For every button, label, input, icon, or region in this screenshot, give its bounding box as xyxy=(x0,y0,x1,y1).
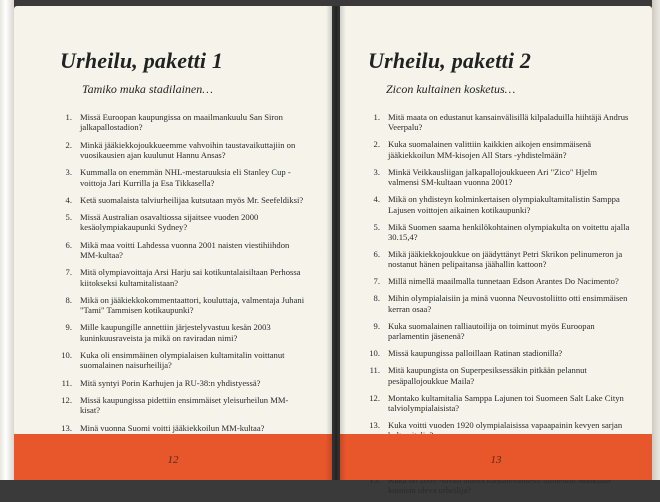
question-text: Missä kaupungissa pidettiin ensimmäiset yleisurheilun MM-kisat? xyxy=(80,394,289,416)
question-item xyxy=(50,140,306,161)
question-text: Minkä Veikkausliigan jalkapallojoukkueen Ari "Zico" Hjelm valmensi SM-kultaan vuonna 2001? xyxy=(388,166,598,188)
question-number: 4. xyxy=(373,194,380,205)
question-number: 4. xyxy=(65,194,72,205)
question-text: Montako kultamitalia Samppa Lajunen toi Suomeen Salt Lake Cityn talviolympialaisista? xyxy=(388,392,624,414)
book-edge-left xyxy=(0,0,14,480)
book-edge-right xyxy=(652,0,660,480)
question-text: Mitä maata on edustanut kansainvälisillä kilpaladuilla hiihtäjä Andrus Veerpalu? xyxy=(388,112,629,133)
question-item xyxy=(50,267,306,288)
question-item xyxy=(50,195,306,205)
question-item xyxy=(358,276,630,286)
right-page-number: 13 xyxy=(490,454,502,466)
question-item xyxy=(358,222,630,243)
question-text: Mikä Suomen saama henkilökohtainen olympiakulta on voitettu ajalla 30.15,4? xyxy=(388,221,630,243)
question-number: 10. xyxy=(61,350,72,361)
question-item xyxy=(358,139,630,160)
question-number: 11. xyxy=(369,365,380,376)
question-text: Minä vuonna Suomi voitti jääkiekkoilun MM-kultaa? xyxy=(80,422,265,433)
question-text: Mihin olympialaisiin ja minä vuonna Neuvostoliitto otti ensimmäisen kerran osaa? xyxy=(388,293,628,314)
question-text: Kummalla on enemmän NHL-mestaruuksia eli Stanley Cup -voittoja Jari Kurrilla ja Esa Tikkasella? xyxy=(80,167,291,188)
question-text: Kuka oli ensimmäinen olympialaisen kultamitalin voittanut suomalainen naisurheilija? xyxy=(80,350,285,371)
question-item xyxy=(358,365,630,386)
question-text: Missä Euroopan kaupungissa on maailmankuulu San Siron jalkapallostadion? xyxy=(80,112,283,133)
question-number: 5. xyxy=(65,212,72,223)
question-number: 1. xyxy=(373,112,380,122)
question-item xyxy=(358,348,630,358)
question-item xyxy=(50,240,306,261)
question-text: Kuka suomalainen ralliautoilija on toiminut myös Euroopan parlamentin jäsenenä? xyxy=(388,320,595,342)
question-item xyxy=(50,295,306,316)
question-item xyxy=(50,167,306,188)
question-item xyxy=(50,423,306,433)
right-page-subtitle: Zicon kultainen kosketus… xyxy=(386,82,516,96)
question-text: Missä Australian osavaltiossa sijaitsee vuoden 2000 kesäolympiakaupunki Sydney? xyxy=(80,212,259,233)
question-number: 1. xyxy=(65,112,72,122)
question-number: 8. xyxy=(65,294,72,305)
question-number: 11. xyxy=(61,377,72,388)
question-item xyxy=(358,194,630,215)
question-item xyxy=(50,322,306,343)
question-text: kotoisin oleva urheilija? xyxy=(388,485,472,496)
question-number: 6. xyxy=(373,249,380,260)
question-text: Mikä maa voitti Lahdessa vuonna 2001 naisten viestihiihdon MM-kultaa? xyxy=(80,239,290,261)
left-page-number: 12 xyxy=(167,454,179,466)
question-text: Kuka suomalainen valittiin kaikkien aikojen ensimmäisenä jääkiekkoilun MM-kisojen All Stars -yhdistelmään? xyxy=(388,139,592,160)
question-number: 5. xyxy=(373,221,380,232)
question-text: Mille kaupungille annettiin järjestelyvastuu kesän 2003 kuninkuusraveista ja mikä on raviradan nimi? xyxy=(80,322,271,343)
question-text: Mikä on yhdisteyn kolminkertaisen olympiakultamitalistin Samppa Lajusen voittojen aikainen kotikaupunki? xyxy=(388,194,620,215)
right-page-title: Urheilu, paketti 2 xyxy=(368,48,532,73)
question-item xyxy=(358,112,630,133)
left-question-list xyxy=(50,112,306,485)
left-page-subtitle: Tamiko muka stadilainen… xyxy=(82,82,213,96)
question-item xyxy=(50,212,306,233)
left-page-footer xyxy=(14,434,332,480)
question-text: Mikä on jääkiekkokommentaattori, kouluttaja, valmentaja Juhani "Tami" Tammisen kotikaupunki? xyxy=(80,294,305,316)
question-number: 7. xyxy=(373,276,380,287)
question-number: 6. xyxy=(65,239,72,250)
question-item xyxy=(50,112,306,133)
question-text: Minkä jääkiekkojoukkueemme vahvoihin taustavaikuttajiin on vuosikausien ajan kuulunut Hannu Ansas? xyxy=(80,139,296,161)
question-item xyxy=(50,350,306,371)
question-number: 13. xyxy=(61,422,72,433)
question-number: 8. xyxy=(373,293,380,304)
question-number: 12. xyxy=(61,394,72,405)
question-number: 2. xyxy=(373,139,380,150)
left-page xyxy=(14,6,332,480)
question-text: Missä kaupungissa palloillaan Ratinan stadionilla? xyxy=(388,348,563,359)
question-number: 12. xyxy=(369,392,380,403)
question-text: Kuka voitti vuoden 1920 olympialaisissa vapaapainin kevyen sarjan xyxy=(388,420,623,431)
question-item xyxy=(358,167,630,188)
right-page xyxy=(340,6,652,496)
question-number: 10. xyxy=(369,348,380,359)
question-number: 7. xyxy=(65,267,72,278)
question-text: Mitä kaupungista on Superpesiksessäkin pitkään pelannut pesäpallojoukkue Maila? xyxy=(388,365,587,386)
question-number: 2. xyxy=(65,139,72,150)
question-item xyxy=(50,395,306,416)
question-text: Millä nimellä maailmalla tunnetaan Edson Arantes Do Nacimento? xyxy=(388,276,619,287)
question-item xyxy=(358,321,630,342)
question-number: 9. xyxy=(373,320,380,331)
question-number: 3. xyxy=(65,167,72,178)
question-number: 13. xyxy=(369,420,380,431)
question-item xyxy=(358,293,630,314)
question-item xyxy=(50,378,306,388)
question-item xyxy=(358,249,630,270)
question-number: 9. xyxy=(65,322,72,333)
question-text: Mikä jääkiekkojoukkue on jäädyttänyt Petri Skrikon pelinumeron ja nostanut hänen pelipaitansa jäähallin kattoon? xyxy=(388,249,623,270)
question-text: Ketä suomalaista talviurheilijaa kutsutaan myös Mr. Seefeldiksi? xyxy=(80,194,304,205)
question-item xyxy=(358,393,630,414)
question-text: Mitä olympiavoittaja Arsi Harju sai kotikuntalaisiltaan Perhossa kiitokseksi kultamitalistaan? xyxy=(80,267,301,288)
right-page-footer xyxy=(340,434,652,480)
question-number: 3. xyxy=(373,166,380,177)
question-text: Mitä syntyi Porin Karhujen ja RU-38:n yhdistyessä? xyxy=(80,377,261,388)
left-page-title: Urheilu, paketti 1 xyxy=(60,48,224,73)
